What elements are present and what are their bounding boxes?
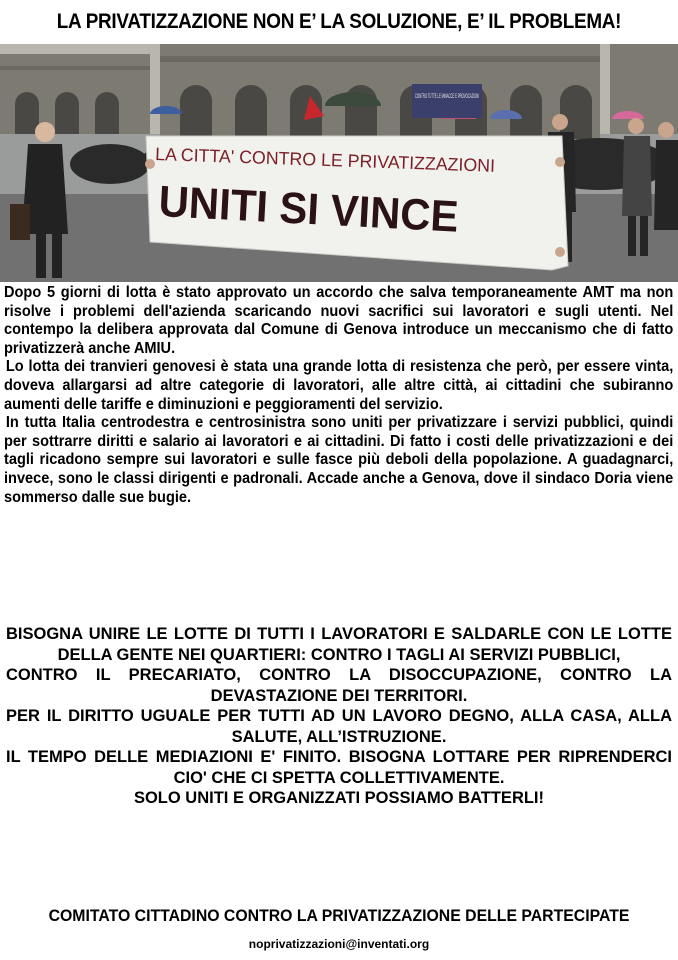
banner-main-text: UNITI SI VINCE [157,177,475,243]
contact-email: noprivatizzazioni@inventati.org [248,937,430,951]
banner-top-text: LA CITTA' CONTRO LE PRIVATIZZAZIONI [154,144,500,177]
demand-united-organized: SOLO UNITI E ORGANIZZATI POSSIAMO BATTERLI! [133,789,545,807]
protest-sign-text: CONTRO TUTTE LE MINACCE E PROVOCAZIONI [415,94,480,100]
demand-equal-rights: PER IL DIRITTO UGUALE PER TUTTI AD UN LAVORO DEGNO, ALLA CASA, ALLA SALUTE, ALL’ISTRUZIONE. [6,707,672,746]
flyer-headline: LA PRIVATIZZAZIONE NON E’ LA SOLUZIONE, E’ IL PROBLEMA! [56,10,622,33]
protest-photo-illustration [0,44,678,282]
demands-block [0,624,678,809]
paragraph-privatization: In tutta Italia centrodestra e centrosinistra sono uniti per privatizzare i servizi pubblici, quindi per sottrarre diritti e salario ai lavoratori e ai cittadini. Di fatto i costi delle privatizzazioni e dei tagli ricadono sempre sui lavoratori e sulle fasce più deboli della popolazione. A guadagnarci, invece, sono le classi dirigenti e padronali. Accade anche a Genova, dove il sindaco Doria viene sommerso dalle sue bugie. [4,414,674,506]
body-text [4,284,673,507]
demand-unite-struggles: BISOGNA UNIRE LE LOTTE DI TUTTI I LAVORATORI E SALDARLE CON LE LOTTE DELLA GENTE NEI QUARTIERI: CONTRO I TAGLI AI SERVIZI PUBBLICI, [6,625,672,664]
protest-photo [0,44,678,282]
committee-signature: COMITATO CITTADINO CONTRO LA PRIVATIZZAZIONE DELLE PARTECIPATE [48,906,630,925]
demand-against-precarity: CONTRO IL PRECARIATO, CONTRO LA DISOCCUPAZIONE, CONTRO LA DEVASTAZIONE DEI TERRITORI. [6,666,672,705]
demand-fight-collectively: IL TEMPO DELLE MEDIAZIONI E' FINITO. BISOGNA LOTTARE PER RIPRENDERCI CIO' CHE CI SPETTA COLLETTIVAMENTE. [6,748,672,787]
paragraph-agreement: Dopo 5 giorni di lotta è stato approvato un accordo che salva temporaneamente AMT ma non risolve i problemi dell'azienda scaricando nuovi sacrifici sui lavoratori e sugli utenti. Nel contempo la delibera approvata dal Comune di Genova introduce un meccanismo che di fatto privatizzerà anche AMIU. [4,284,674,357]
paragraph-tram-strike: Lo lotta dei tranvieri genovesi è stata una grande lotta di resistenza che però, per essere vinta, doveva allargarsi ad altre categorie di lavoratori, alle altre città, ai cittadini che subiranno aumenti delle tariffe e diminuzioni e peggioramenti del servizio. [4,358,674,413]
